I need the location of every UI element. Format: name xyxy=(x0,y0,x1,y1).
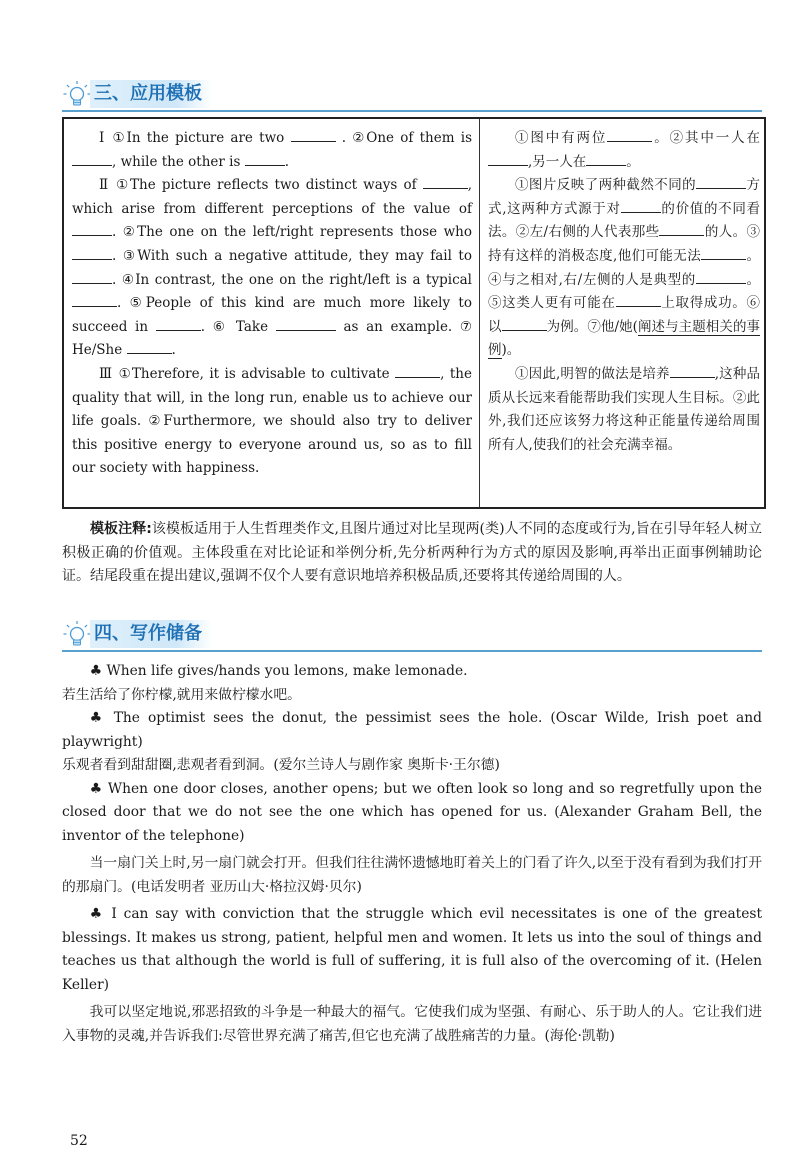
template-english-column xyxy=(72,127,472,481)
quote-zh: 乐观者看到甜甜圈,悲观者看到洞。(爱尔兰诗人与剧作家 奥斯卡·王尔德) xyxy=(62,757,500,773)
blank xyxy=(696,269,746,284)
section-title: 三、应用模板 xyxy=(90,80,212,108)
template-box xyxy=(62,117,766,509)
blank xyxy=(72,151,112,166)
section-header-templates xyxy=(62,80,762,112)
page-number: 52 xyxy=(70,1133,88,1149)
blank xyxy=(245,151,285,166)
underlined-hint: 阐述与主题相关的事例 xyxy=(488,318,761,359)
template-chinese-column xyxy=(488,127,760,457)
quote-zh: 若生活给了你柠檬,就用来做柠檬水吧。 xyxy=(62,686,301,703)
quote-en: ♣ The optimist sees the donut, the pessimist sees the hole. (Oscar Wilde, Irish poet and playwright) xyxy=(62,710,762,750)
blank xyxy=(72,222,112,237)
club-icon: ♣ xyxy=(89,710,106,726)
blank xyxy=(127,340,172,355)
template-en-para-1: Ⅰ ①In the picture are two . ②One of them is , while the other is . xyxy=(72,127,472,174)
club-icon: ♣ xyxy=(89,780,103,797)
template-zh-para-2: ①图片反映了两种截然不同的 方式,这两种方式源于对 的价值的不同看法。②左/右侧的人代表那些 的人。③持有这样的消极态度,他们可能无法 。④与之相对,右/左侧的人是典型的 。⑤这类人更有可能在 上取得成功。⑥以 为例。⑦他/她(阐述与主题相关的事例)。 xyxy=(488,174,760,363)
blank xyxy=(586,151,626,166)
club-icon: ♣ xyxy=(89,906,105,922)
blank xyxy=(276,316,336,331)
blank xyxy=(291,128,336,143)
blank xyxy=(488,151,528,166)
blank xyxy=(607,128,652,143)
blank xyxy=(670,363,715,378)
quote-en: ♣ When life gives/hands you lemons, make lemonade. xyxy=(89,663,468,679)
template-zh-para-3: ①因此,明智的做法是培养 ,这种品质从长远来看能帮助我们实现人生目标。②此外,我们还应该努力将这种正能量传递给周围所有人,使我们的社会充满幸福。 xyxy=(488,363,760,457)
blank xyxy=(156,316,201,331)
note-text: 该模板适用于人生哲理类作文,且图片通过对比呈现两(类)人不同的态度或行为,旨在引导年轻人树立积极正确的价值观。主体段重在对比论证和举例分析,先分析两种行为方式的原因及影响,再举出正面事例辅助论证。结尾段重在提出建议,强调不仅个人要有意识地培养积极品质,还要将其传递给周围的人。 xyxy=(62,521,762,584)
quote-en: ♣ I can say with conviction that the struggle which evil necessitates is one of the greatest blessings. It makes us strong, patient, helpful men and women. It lets us into the soul of things and teaches us that although the world is full of suffering, it is full also of the overcoming of it. (Helen Keller) xyxy=(62,906,763,993)
template-zh-para-1: ①图中有两位 。②其中一人在,另一人在 。 xyxy=(488,127,760,174)
section-title: 四、写作储备 xyxy=(90,620,212,648)
template-note xyxy=(62,518,762,589)
blank xyxy=(616,293,661,308)
blank xyxy=(395,363,440,378)
note-label: 模板注释: xyxy=(90,521,152,537)
lightbulb-icon xyxy=(62,80,92,110)
quote-zh: 当一扇门关上时,另一扇门就会打开。但我们往往满怀遗憾地盯着关上的门看了许久,以至于没有看到为我们打开的那扇门。(电话发明者 亚历山大·格拉汉姆·贝尔) xyxy=(62,855,762,895)
lightbulb-icon xyxy=(62,620,92,650)
blank xyxy=(72,293,117,308)
blank xyxy=(502,316,547,331)
blank xyxy=(701,245,746,260)
template-en-para-3: Ⅲ ①Therefore, it is advisable to cultivate , the quality that will, in the long run, enable us to achieve our life goals. ②Furthermore, we should also try to deliver this positive energy to everyone around us, so as to fill our society with happiness. xyxy=(72,363,472,481)
blank xyxy=(621,198,661,213)
quotes-list xyxy=(62,660,762,1048)
blank xyxy=(696,175,746,190)
template-en-para-2: Ⅱ ①The picture reflects two distinct ways of , which arise from different perceptions of the value of . ②The one on the left/right represents those who . ③With such a negative attitude, they may fail to . ④In contrast, the one on the right/left is a typical . ⑤People of this kind are much more likely to succeed in . ⑥ Take as an example. ⑦ He/She . xyxy=(72,174,472,363)
blank xyxy=(659,222,704,237)
blank xyxy=(72,245,112,260)
column-divider xyxy=(479,119,480,507)
blank xyxy=(72,269,112,284)
quote-zh: 我可以坚定地说,邪恶招致的斗争是一种最大的福气。它使我们成为坚强、有耐心、乐于助人的人。它让我们进入事物的灵魂,并告诉我们:尽管世界充满了痛苦,但它也充满了战胜痛苦的力量。(海伦·凯勒) xyxy=(62,1004,762,1044)
quote-en: ♣ When one door closes, another opens; but we often look so long and so regretfully upon the closed door that we do not see the one which has opened for us. (Alexander Graham Bell, the inventor of the telephone) xyxy=(62,780,762,844)
club-icon: ♣ xyxy=(89,663,103,679)
section-header-writing-reserve xyxy=(62,620,762,652)
blank xyxy=(423,175,468,190)
